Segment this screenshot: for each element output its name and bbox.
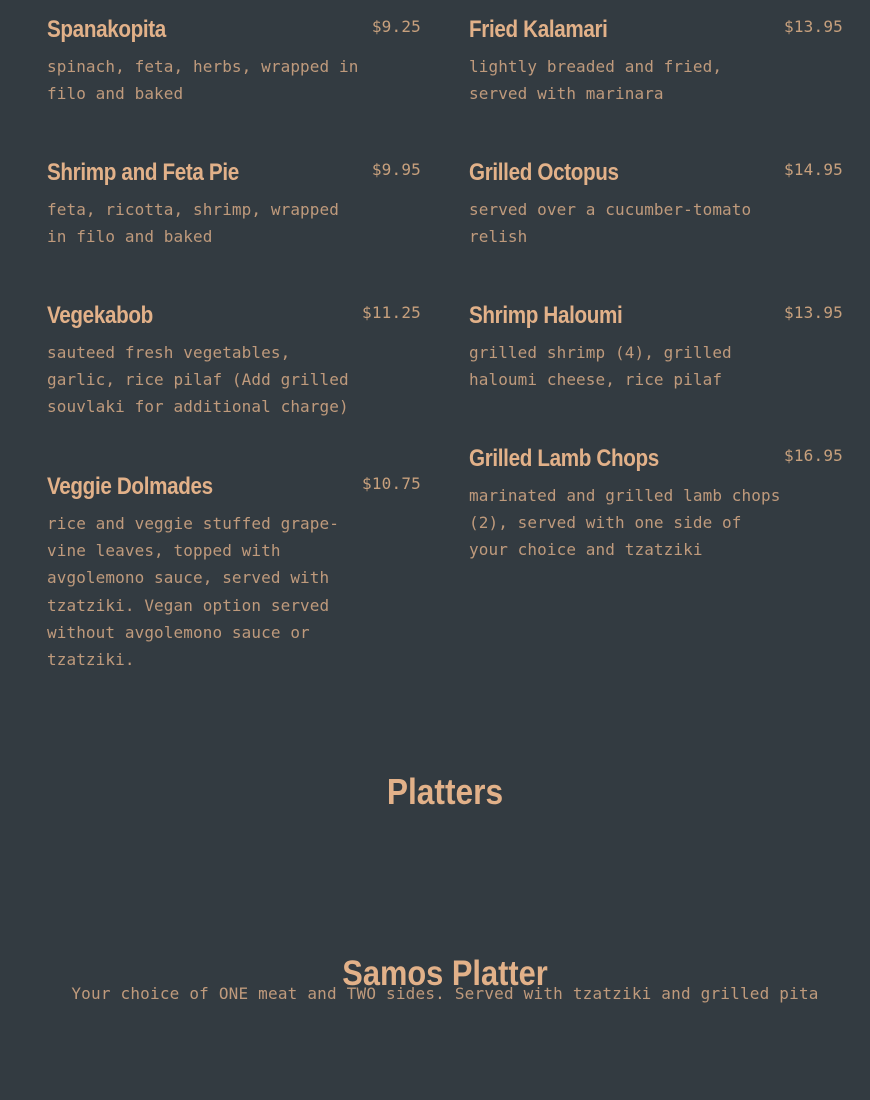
section-heading-platters: Platters bbox=[386, 770, 504, 812]
menu-item-name: Grilled Octopus bbox=[469, 159, 619, 186]
menu-item-description: feta, ricotta, shrimp, wrapped in filo and baked bbox=[47, 200, 339, 247]
menu-item-description: rice and veggie stuffed grape-vine leaves, topped with avgolemono sauce, served with tzatziki. Vegan option served without avgolemono sauce or tzatziki. bbox=[47, 514, 339, 670]
menu-item-price: $9.25 bbox=[371, 17, 421, 36]
menu-item-name: Shrimp Haloumi bbox=[469, 302, 623, 329]
menu-item-description: spinach, feta, herbs, wrapped in filo and baked bbox=[47, 57, 359, 104]
menu-item bbox=[469, 0, 843, 143]
platter-description: Your choice of ONE meat and TWO sides. Served with tzatziki and grilled pita bbox=[71, 984, 819, 1003]
menu-item-price: $9.95 bbox=[371, 160, 421, 179]
platter-title: Samos Platter bbox=[342, 954, 548, 993]
menu-item-description: marinated and grilled lamb chops (2), served with one side of your choice and tzatziki bbox=[469, 486, 781, 560]
menu-item-price: $16.95 bbox=[784, 446, 843, 465]
menu-column-right bbox=[469, 0, 843, 673]
menu-item-price: $11.25 bbox=[362, 303, 421, 322]
menu-item-name: Fried Kalamari bbox=[469, 16, 608, 43]
menu-item bbox=[469, 429, 843, 564]
menu-item-price: $13.95 bbox=[784, 303, 843, 322]
menu-item bbox=[47, 286, 421, 457]
menu-item-price: $14.95 bbox=[784, 160, 843, 179]
menu-item bbox=[47, 143, 421, 286]
menu-item-description: sauteed fresh vegetables, garlic, rice pilaf (Add grilled souvlaki for additional charge) bbox=[47, 343, 349, 417]
menu-item-name: Vegekabob bbox=[47, 302, 153, 329]
menu-item bbox=[469, 286, 843, 429]
menu-item-price: $10.75 bbox=[362, 474, 421, 493]
menu-item-price: $13.95 bbox=[784, 17, 843, 36]
menu-item-name: Shrimp and Feta Pie bbox=[47, 159, 239, 186]
menu-item bbox=[47, 457, 421, 673]
menu-item-description: grilled shrimp (4), grilled haloumi cheese, rice pilaf bbox=[469, 343, 732, 390]
menu-item-description: lightly breaded and fried, served with marinara bbox=[469, 57, 723, 104]
menu-column-left bbox=[47, 0, 421, 673]
menu-item-name: Veggie Dolmades bbox=[47, 473, 213, 500]
menu-item-name: Spanakopita bbox=[47, 16, 166, 43]
menu-item-name: Grilled Lamb Chops bbox=[469, 445, 659, 472]
menu-columns bbox=[47, 0, 843, 673]
menu-item bbox=[47, 0, 421, 143]
menu-item bbox=[469, 143, 843, 286]
menu-item-description: served over a cucumber-tomato relish bbox=[469, 200, 752, 247]
